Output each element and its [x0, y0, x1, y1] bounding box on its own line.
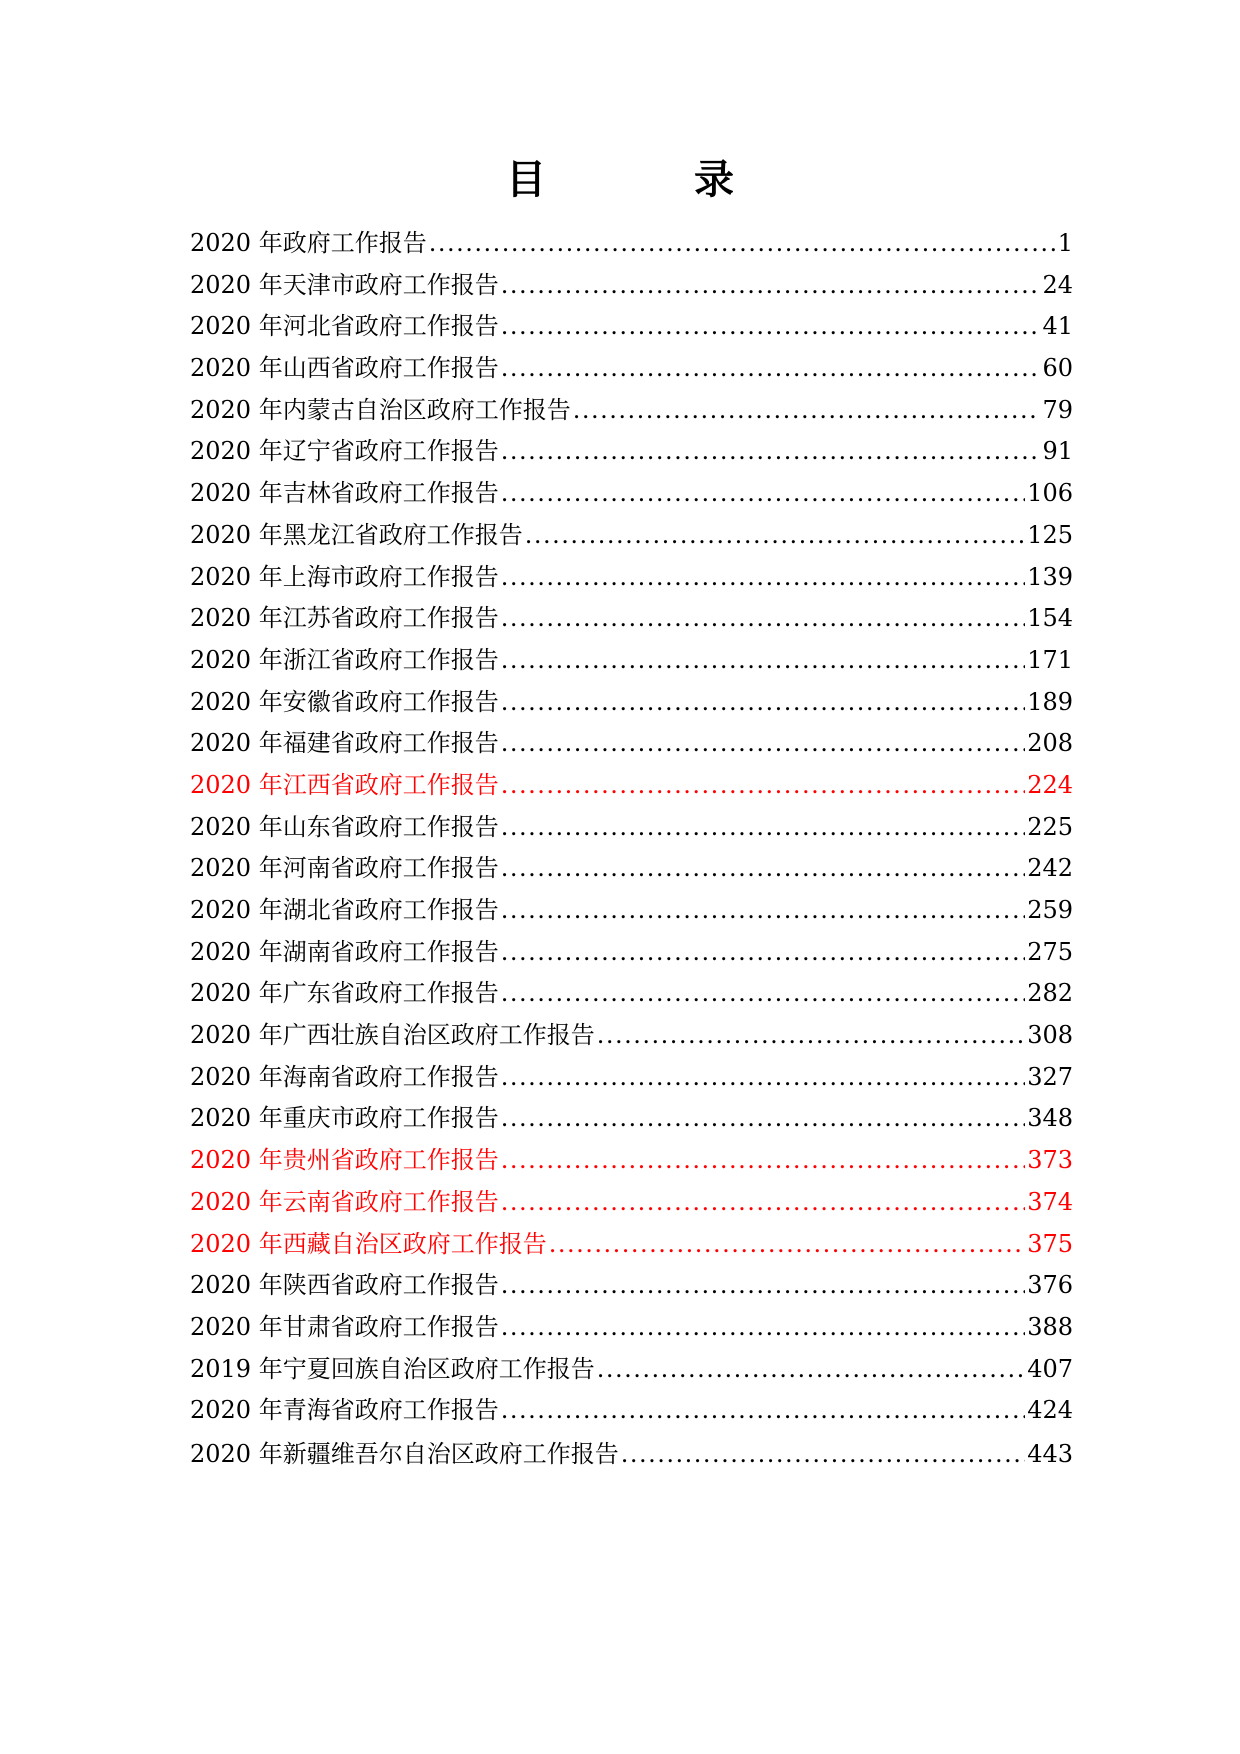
toc-entry-page-number: 443: [1027, 1439, 1073, 1468]
toc-entry[interactable]: [190, 598, 1073, 640]
toc-entry-page-number: 407: [1027, 1354, 1073, 1383]
toc-entry-label: 2020 年江苏省政府工作报告: [190, 604, 499, 633]
toc-entry-label: 2020 年上海市政府工作报告: [190, 562, 499, 591]
toc-entry-label: 2020 年辽宁省政府工作报告: [190, 437, 499, 466]
toc-entry-page-number: 308: [1027, 1021, 1073, 1050]
toc-entry-label: 2020 年新疆维吾尔自治区政府工作报告: [190, 1439, 619, 1468]
toc-entry[interactable]: [190, 473, 1073, 515]
toc-dot-leader: [501, 932, 1025, 974]
toc-entry[interactable]: [190, 723, 1073, 765]
toc-entry-label: 2020 年广西壮族自治区政府工作报告: [190, 1021, 595, 1050]
toc-entry-label: 2020 年河南省政府工作报告: [190, 854, 499, 883]
toc-entry-page-number: 60: [1042, 354, 1073, 383]
toc-entry[interactable]: [190, 1349, 1073, 1391]
toc-dot-leader: [501, 640, 1025, 682]
toc-dot-leader: [501, 1307, 1025, 1349]
toc-dot-leader: [621, 1434, 1025, 1476]
toc-dot-leader: [501, 973, 1025, 1015]
toc-dot-leader: [501, 431, 1041, 473]
toc-dot-leader: [573, 390, 1041, 432]
toc-entry[interactable]: [190, 1434, 1073, 1476]
toc-entry-label: 2020 年云南省政府工作报告: [190, 1187, 499, 1216]
toc-entry-page-number: 424: [1027, 1396, 1073, 1425]
toc-entry-page-number: 242: [1027, 854, 1073, 883]
toc-dot-leader: [501, 1098, 1025, 1140]
toc-entry-page-number: 91: [1042, 437, 1073, 466]
toc-dot-leader: [429, 223, 1056, 265]
toc-entry[interactable]: [190, 515, 1073, 557]
toc-dot-leader: [501, 1140, 1025, 1182]
toc-entry-label: 2020 年福建省政府工作报告: [190, 729, 499, 758]
toc-entry-label: 2020 年陕西省政府工作报告: [190, 1271, 499, 1300]
toc-dot-leader: [501, 682, 1025, 724]
toc-entry[interactable]: [190, 848, 1073, 890]
toc-entry[interactable]: [190, 932, 1073, 974]
toc-entry[interactable]: [190, 1224, 1073, 1266]
toc-title: 目 录: [506, 157, 788, 203]
toc-entry-label: 2020 年山东省政府工作报告: [190, 812, 499, 841]
toc-entry-label: 2020 年海南省政府工作报告: [190, 1062, 499, 1091]
toc-dot-leader: [501, 765, 1025, 807]
toc-entry-label: 2020 年甘肃省政府工作报告: [190, 1312, 499, 1341]
toc-entry-label: 2020 年青海省政府工作报告: [190, 1396, 499, 1425]
toc-entry[interactable]: [190, 1390, 1073, 1432]
toc-entry[interactable]: [190, 1098, 1073, 1140]
toc-dot-leader: [501, 598, 1025, 640]
toc-entry-label: 2020 年湖南省政府工作报告: [190, 937, 499, 966]
toc-dot-leader: [501, 473, 1025, 515]
toc-entry-page-number: 208: [1027, 729, 1073, 758]
toc-entry-page-number: 374: [1027, 1187, 1073, 1216]
toc-entry-label: 2019 年宁夏回族自治区政府工作报告: [190, 1354, 595, 1383]
toc-entry-page-number: 139: [1027, 562, 1073, 591]
toc-entry-page-number: 282: [1027, 979, 1073, 1008]
toc-dot-leader: [501, 306, 1041, 348]
toc-entry-page-number: 375: [1027, 1229, 1073, 1258]
toc-entry[interactable]: [190, 223, 1073, 265]
toc-entry-page-number: 125: [1027, 520, 1073, 549]
toc-entry-label: 2020 年江西省政府工作报告: [190, 770, 499, 799]
toc-dot-leader: [525, 515, 1025, 557]
toc-entry-page-number: 24: [1042, 270, 1073, 299]
toc-dot-leader: [501, 1057, 1025, 1099]
toc-entry[interactable]: [190, 390, 1073, 432]
toc-entry[interactable]: [190, 348, 1073, 390]
toc-dot-leader: [501, 723, 1025, 765]
toc-dot-leader: [597, 1015, 1025, 1057]
toc-dot-leader: [501, 848, 1025, 890]
toc-entry-label: 2020 年西藏自治区政府工作报告: [190, 1229, 547, 1258]
toc-entry-page-number: 225: [1027, 812, 1073, 841]
toc-entry-page-number: 106: [1027, 479, 1073, 508]
toc-entry[interactable]: [190, 306, 1073, 348]
toc-entry[interactable]: [190, 640, 1073, 682]
toc-entry-page-number: 275: [1027, 937, 1073, 966]
toc-entry-page-number: 41: [1042, 312, 1073, 341]
toc-entry[interactable]: [190, 1182, 1073, 1224]
toc-entry-label: 2020 年天津市政府工作报告: [190, 270, 499, 299]
toc-entry-label: 2020 年内蒙古自治区政府工作报告: [190, 395, 571, 424]
toc-dot-leader: [501, 1182, 1025, 1224]
toc-entry[interactable]: [190, 1140, 1073, 1182]
toc-entry-page-number: 373: [1027, 1146, 1073, 1175]
toc-entry-label: 2020 年重庆市政府工作报告: [190, 1104, 499, 1133]
toc-entry[interactable]: [190, 1265, 1073, 1307]
toc-dot-leader: [501, 265, 1041, 307]
toc-entry-page-number: 79: [1042, 395, 1073, 424]
toc-entry[interactable]: [190, 1057, 1073, 1099]
toc-entry-label: 2020 年广东省政府工作报告: [190, 979, 499, 1008]
toc-entry-page-number: 388: [1027, 1312, 1073, 1341]
toc-entry-label: 2020 年浙江省政府工作报告: [190, 645, 499, 674]
toc-entry-label: 2020 年黑龙江省政府工作报告: [190, 520, 523, 549]
toc-entry-label: 2020 年政府工作报告: [190, 229, 427, 257]
toc-entry[interactable]: [190, 1015, 1073, 1057]
toc-entry-page-number: 376: [1027, 1271, 1073, 1300]
toc-entry[interactable]: [190, 1307, 1073, 1349]
toc-entry-label: 2020 年贵州省政府工作报告: [190, 1146, 499, 1175]
toc-dot-leader: [501, 890, 1025, 932]
toc-entry-page-number: 171: [1027, 645, 1073, 674]
toc-dot-leader: [501, 807, 1025, 849]
toc-entry-page-number: 348: [1027, 1104, 1073, 1133]
toc-entry[interactable]: [190, 807, 1073, 849]
toc-dot-leader: [501, 1265, 1025, 1307]
toc-entry-page-number: 224: [1027, 770, 1073, 799]
toc-entry-page-number: 327: [1027, 1062, 1073, 1091]
toc-entry[interactable]: [190, 682, 1073, 724]
toc-entry-page-number: 259: [1027, 896, 1073, 924]
toc-dot-leader: [501, 557, 1025, 599]
toc-entry-page-number: 189: [1027, 687, 1073, 716]
toc-entry[interactable]: [190, 973, 1073, 1015]
toc-list: [190, 223, 1073, 1476]
toc-dot-leader: [597, 1349, 1025, 1391]
toc-entry-label: 2020 年吉林省政府工作报告: [190, 479, 499, 508]
toc-entry-label: 2020 年河北省政府工作报告: [190, 312, 499, 341]
toc-entry-label: 2020 年湖北省政府工作报告: [190, 896, 499, 924]
toc-entry-label: 2020 年山西省政府工作报告: [190, 354, 499, 383]
toc-entry-label: 2020 年安徽省政府工作报告: [190, 687, 499, 716]
toc-dot-leader: [501, 348, 1041, 390]
toc-entry-page-number: 154: [1027, 604, 1073, 633]
toc-dot-leader: [501, 1390, 1025, 1432]
toc-entry[interactable]: [190, 890, 1073, 932]
toc-entry[interactable]: [190, 265, 1073, 307]
toc-entry[interactable]: [190, 765, 1073, 807]
toc-dot-leader: [549, 1224, 1025, 1266]
toc-entry[interactable]: [190, 557, 1073, 599]
toc-entry-page-number: 1: [1057, 229, 1073, 257]
toc-entry[interactable]: [190, 431, 1073, 473]
